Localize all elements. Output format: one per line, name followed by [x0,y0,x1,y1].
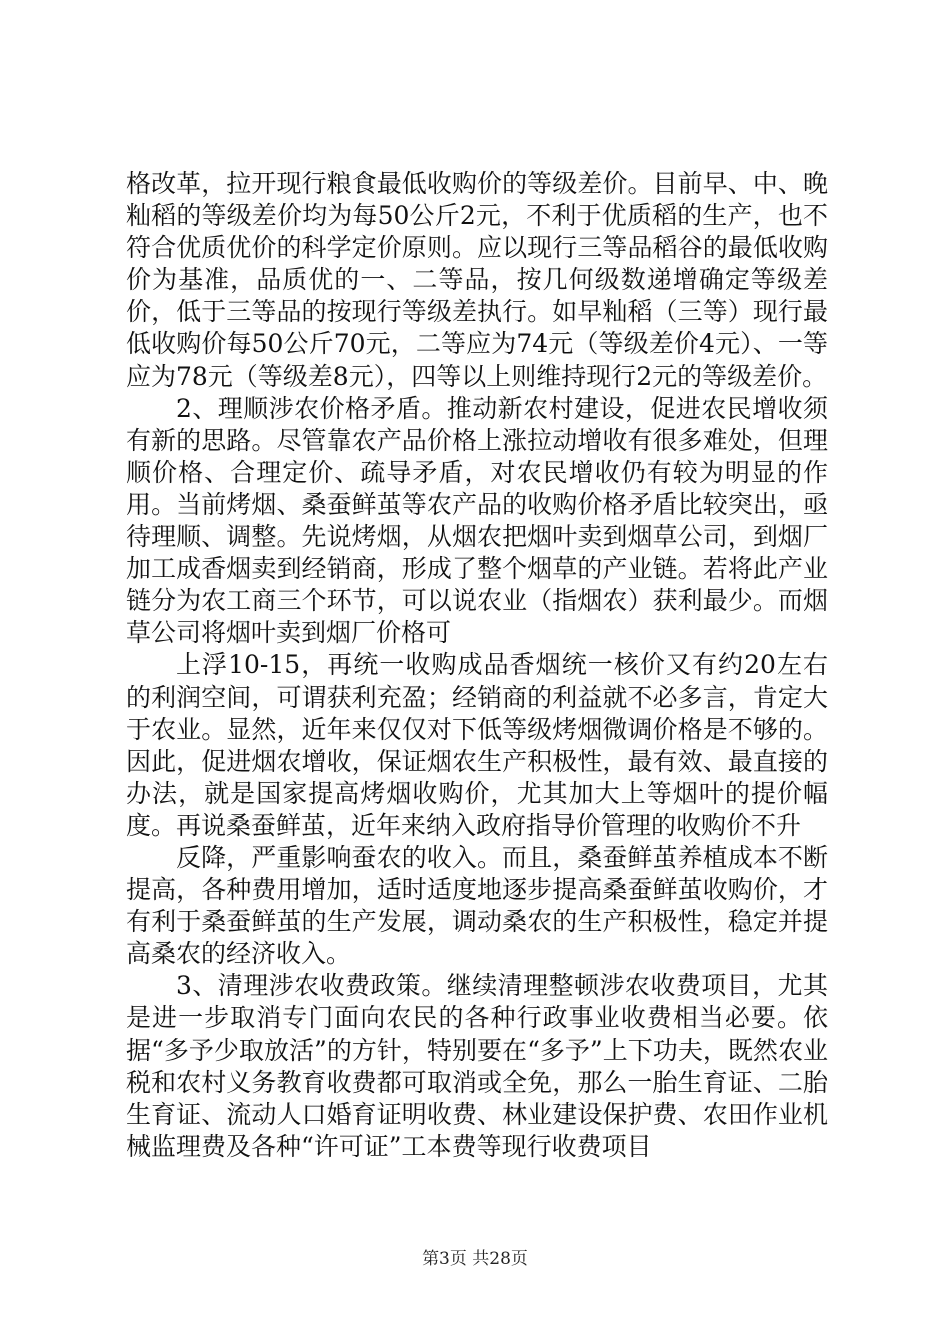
paragraph-price-conflicts: 2、理顺涉农价格矛盾。推动新农村建设，促进农民增收须有新的思路。尽管靠农产品价格上涨拉动增收有很多难处，但理顺价格、合理定价、疏导矛盾，对农民增收仍有较为明显的作用。当前烤烟、桑蚕鲜茧等农产品的收购价格矛盾比较突出，亟待理顺、调整。先说烤烟，从烟农把烟叶卖到烟草公司，到烟厂加工成香烟卖到经销商，形成了整个烟草的产业链。若将此产业链分为农工商三个环节，可以说农业（指烟农）获利最少。而烟草公司将烟叶卖到烟厂价格可 [126,393,828,648]
page-number-footer: 第3页 共28页 [422,1249,528,1269]
paragraph-tobacco-pricing: 上浮10-15，再统一收购成品香烟统一核价又有约20左右的利润空间，可谓获利充盈；经销商的利益就不必多言，肯定大于农业。显然，近年来仅仅对下低等级烤烟微调价格是不够的。因此，促进烟农增收，保证烟农生产积极性，最有效、最直接的办法，就是国家提高烤烟收购价，尤其加大上等烟叶的提价幅度。再说桑蚕鲜茧，近年来纳入政府指导价管理的收购价不升 [126,650,828,840]
paragraph-fee-policy: 3、清理涉农收费政策。继续清理整顿涉农收费项目，尤其是进一步取消专门面向农民的各种行政事业收费相当必要。依据“多予少取放活”的方针，特别要在“多予”上下功夫，既然农业税和农村义务教育收费都可取消或全免，那么一胎生育证、二胎生育证、流动人口婚育证明收费、林业建设保护费、农田作业机械监理费及各种“许可证”工本费等现行收费项目 [126,971,828,1161]
paragraph-continued: 格改革，拉开现行粮食最低收购价的等级差价。目前早、中、晚籼稻的等级差价均为每50公斤2元，不利于优质稻的生产，也不符合优质优价的科学定价原则。应以现行三等品稻谷的最低收购价为基准，品质优的一、二等品，按几何级数递增确定等级差价，低于三等品的按现行等级差执行。如早籼稻（三等）现行最低收购价每50公斤70元，二等应为74元（等级差价4元）、一等应为78元（等级差8元），四等以上则维持现行2元的等级差价。 [126,169,828,391]
document-body [126,168,828,1163]
paragraph-silkworm-pricing: 反降，严重影响蚕农的收入。而且，桑蚕鲜茧养植成本不断提高，各种费用增加，适时适度地逐步提高桑蚕鲜茧收购价，才有利于桑蚕鲜茧的生产发展，调动桑农的生产积极性，稳定并提高桑农的经济收入。 [126,842,828,969]
